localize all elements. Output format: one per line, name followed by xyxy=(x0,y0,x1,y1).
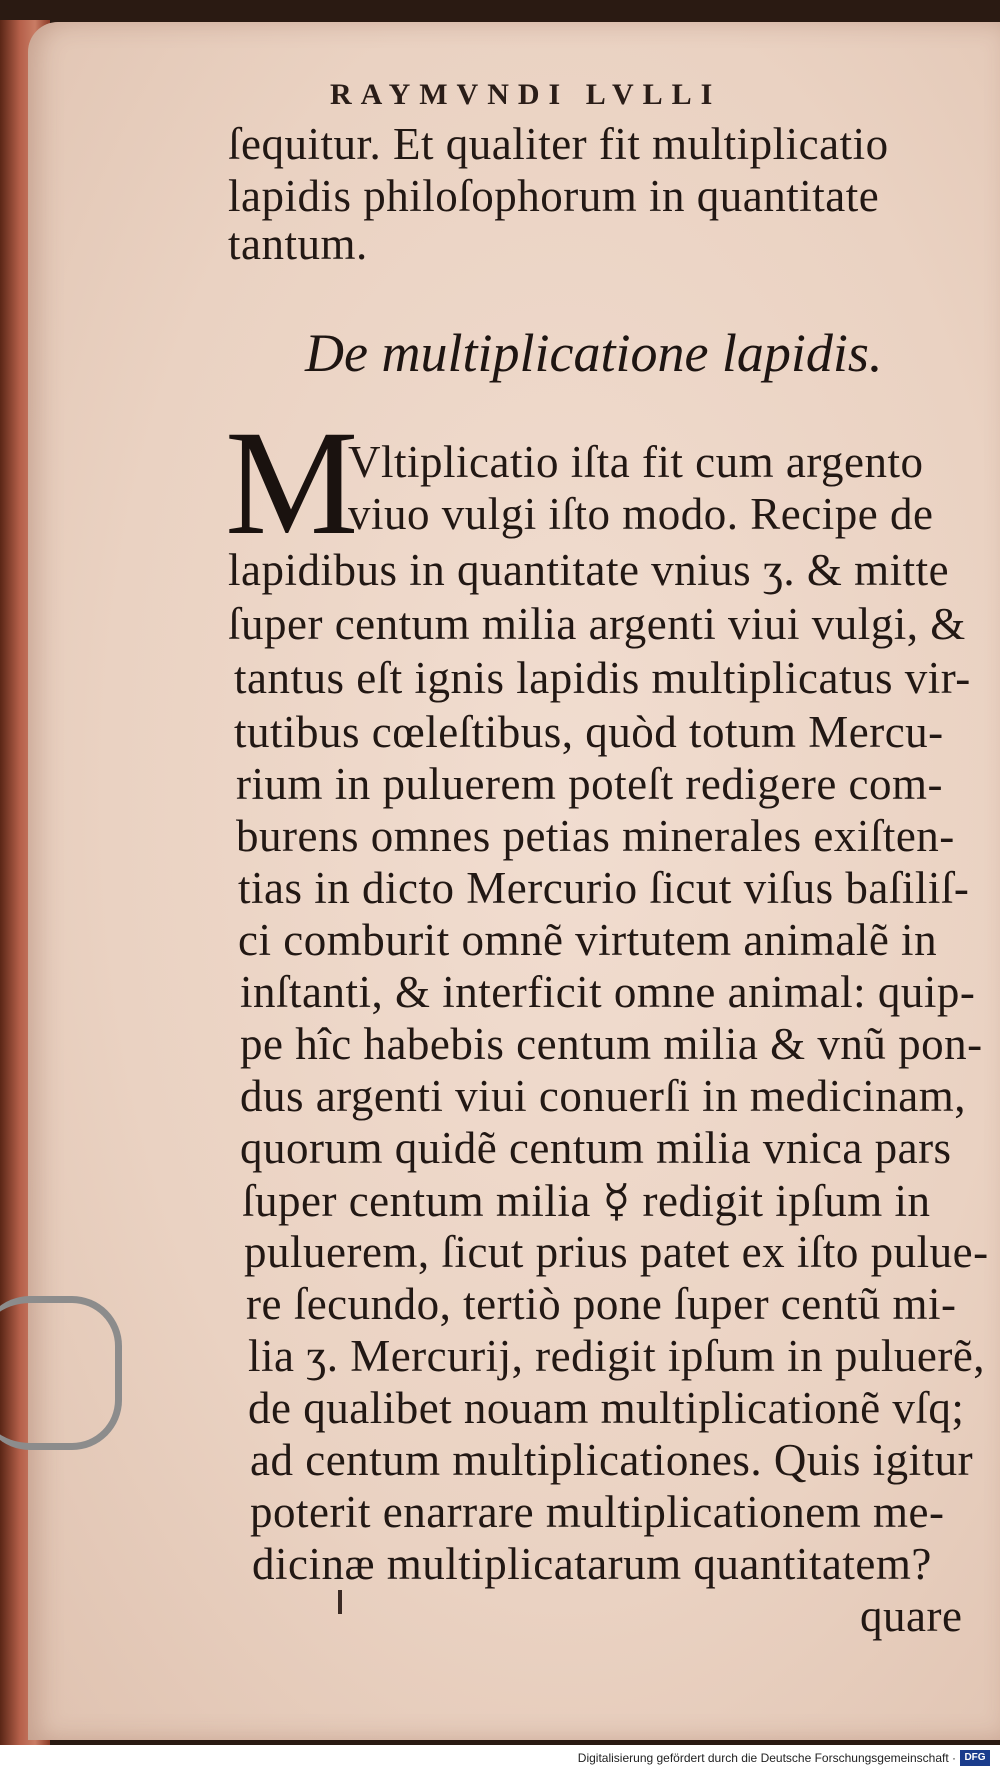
body-line: ci comburit omnẽ virtutem animalẽ in xyxy=(238,915,938,965)
body-line: viuo vulgi iſto modo. Recipe de xyxy=(348,489,934,539)
body-line: rium in puluerem poteſt redigere com- xyxy=(236,759,944,809)
catchword: quare xyxy=(860,1591,963,1641)
page-clip xyxy=(0,1296,122,1450)
signature-mark xyxy=(338,1590,342,1614)
body-line: dus argenti viui conuerſi in medicinam, xyxy=(240,1071,967,1121)
body-line: ſuper centum milia argenti viui vulgi, & xyxy=(228,599,966,649)
text-line: tantum. xyxy=(228,219,368,269)
body-line: lapidibus in quantitate vnius ʒ. & mitte xyxy=(228,545,950,595)
drop-initial: M xyxy=(225,400,359,566)
dfg-logo: DFG xyxy=(960,1750,990,1766)
body-line: lia ʒ. Mercurij, redigit ipſum in puluerẽ, xyxy=(248,1331,986,1381)
section-heading: De multiplicatione lapidis. xyxy=(305,323,883,383)
body-line: poterit enarrare multiplicationem me- xyxy=(250,1487,945,1537)
body-line: puluerem, ſicut prius patet ex iſto pulue- xyxy=(244,1227,989,1277)
body-line: burens omnes petias minerales exiſten- xyxy=(236,811,955,861)
body-line: quorum quidẽ centum milia vnica pars xyxy=(240,1123,952,1173)
body-line: tantus eſt ignis lapidis multiplicatus vir- xyxy=(234,653,971,703)
footer-credit: Digitalisierung gefördert durch die Deutsche Forschungsgemeinschaft · xyxy=(577,1751,956,1765)
body-line: tutibus cœleſtibus, quòd totum Mercu- xyxy=(234,707,944,757)
body-line: re ſecundo, tertiò pone ſuper centũ mi- xyxy=(246,1279,957,1329)
body-line: dicinæ multiplicatarum quantitatem? xyxy=(252,1539,932,1589)
body-line: pe hîc habebis centum milia & vnũ pon- xyxy=(240,1019,983,1069)
text-line: lapidis philoſophorum in quantitate xyxy=(228,171,880,221)
body-line: tias in dicto Mercurio ſicut viſus baſiliſ- xyxy=(238,863,970,913)
body-line: ad centum multiplicationes. Quis igitur xyxy=(250,1435,974,1485)
text-line: ſequitur. Et qualiter fit multiplicatio xyxy=(228,119,889,169)
body-line: inſtanti, & interficit omne animal: quip- xyxy=(240,967,976,1017)
running-head: RAYMVNDI LVLLI xyxy=(330,78,722,111)
body-line: de qualibet nouam multiplicationẽ vſq; xyxy=(248,1383,965,1433)
footer-bar xyxy=(0,1745,1000,1774)
body-line: ſuper centum milia ☿ redigit ipſum in xyxy=(242,1176,931,1226)
body-line: Vltiplicatio iſta fit cum argento xyxy=(348,437,924,487)
